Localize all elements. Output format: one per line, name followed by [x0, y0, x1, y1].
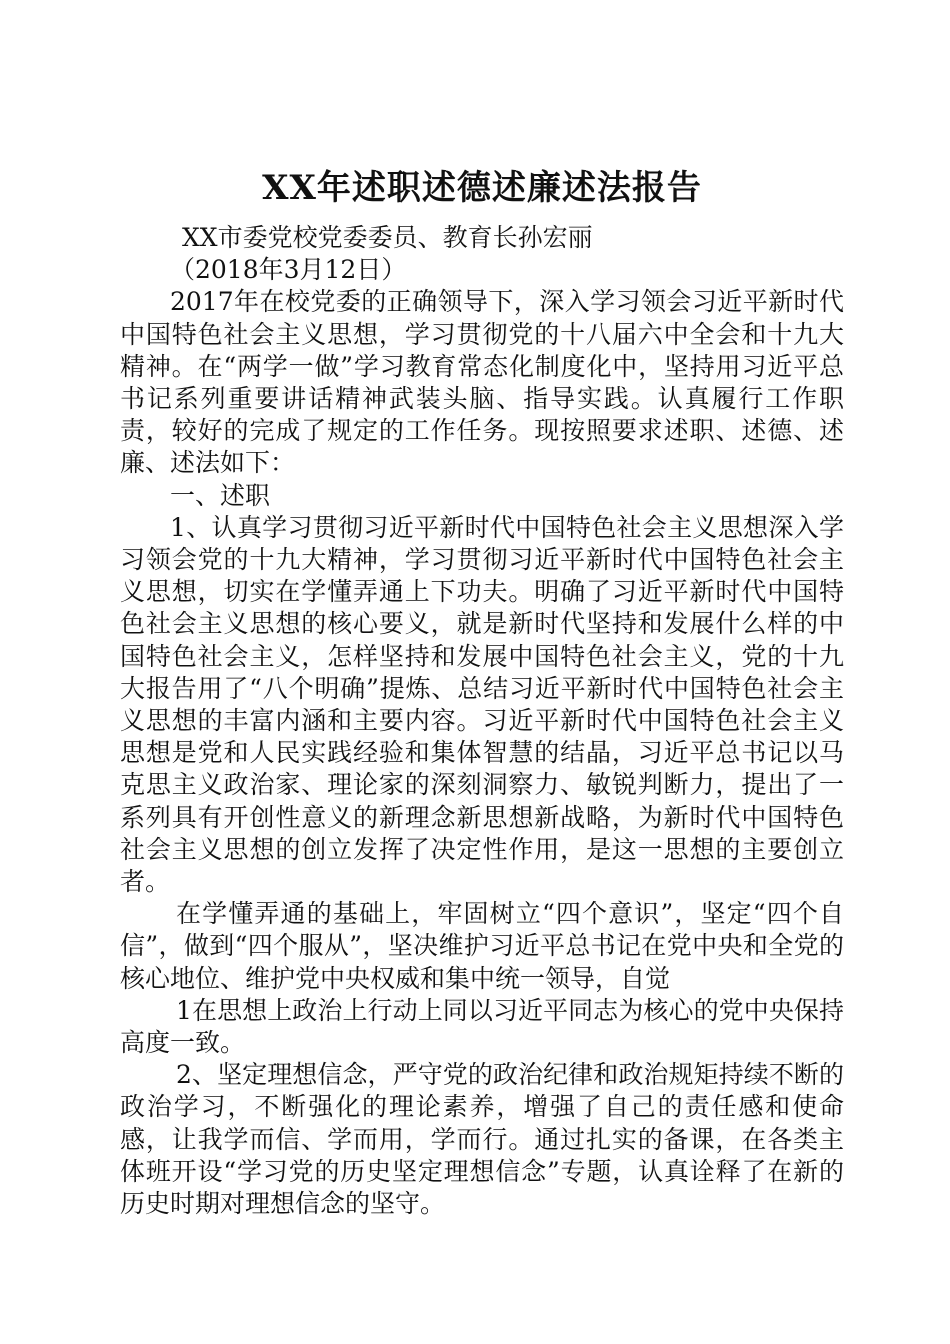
paragraph-intro: 2017年在校党委的正确领导下，深入学习领会习近平新时代中国特色社会主义思想，学习贯彻党的十八届六中全会和十九大精神。在“两学一做”学习教育常态化制度化中，坚持用习近平总书记系列重要讲话精神武装头脑、指导实践。认真履行工作职责，较好的完成了规定的工作任务。现按照要求述职、述德、述廉、述法如下：: [120, 287, 844, 478]
document-body: [120, 222, 844, 1220]
paragraph-page-continuation: 1在思想上政治上行动上同以习近平同志为核心的党中央保持高度一致。: [120, 995, 844, 1058]
section-heading-shuzhi: 一、述职: [170, 480, 271, 510]
paragraph-item-1: 1、认真学习贯彻习近平新时代中国特色社会主义思想深入学习领会党的十九大精神，学习贯彻习近平新时代中国特色社会主义思想，切实在学懂弄通上下功夫。明确了习近平新时代中国特色社会主义思想的核心要义，就是新时代坚持和发展什么样的中国特色社会主义，怎样坚持和发展中国特色社会主义，党的十九大报告用了“八个明确”提炼、总结习近平新时代中国特色社会主义思想的丰富内涵和主要内容。习近平新时代中国特色社会主义思想是党和人民实践经验和集体智慧的结晶，习近平总书记以马克思主义政治家、理论家的深刻洞察力、敏锐判断力，提出了一系列具有开创性意义的新理念新思想新战略，为新时代中国特色社会主义思想的创立发挥了决定性作用，是这一思想的主要创立者。: [120, 512, 844, 897]
document-title: XX年述职述德述廉述法报告: [262, 168, 702, 208]
date-line: （2018年3月12日）: [170, 255, 407, 285]
paragraph-item-2: 2、坚定理想信念，严守党的政治纪律和政治规矩持续不断的政治学习，不断强化的理论素养，增强了自己的责任感和使命感，让我学而信、学而用，学而行。通过扎实的备课，在各类主体班开设“学习党的历史坚定理想信念”专题，认真诠释了在新的历史时期对理想信念的坚守。: [120, 1060, 844, 1219]
paragraph-consolidation: 在学懂弄通的基础上，牢固树立“四个意识”，坚定“四个自信”，做到“四个服从”，坚决维护习近平总书记在党中央和全党的核心地位、维护党中央权威和集中统一领导，自觉: [120, 899, 844, 993]
author-line: XX市委党校党委委员、教育长孙宏丽: [182, 223, 593, 252]
document-page: [120, 160, 844, 1220]
